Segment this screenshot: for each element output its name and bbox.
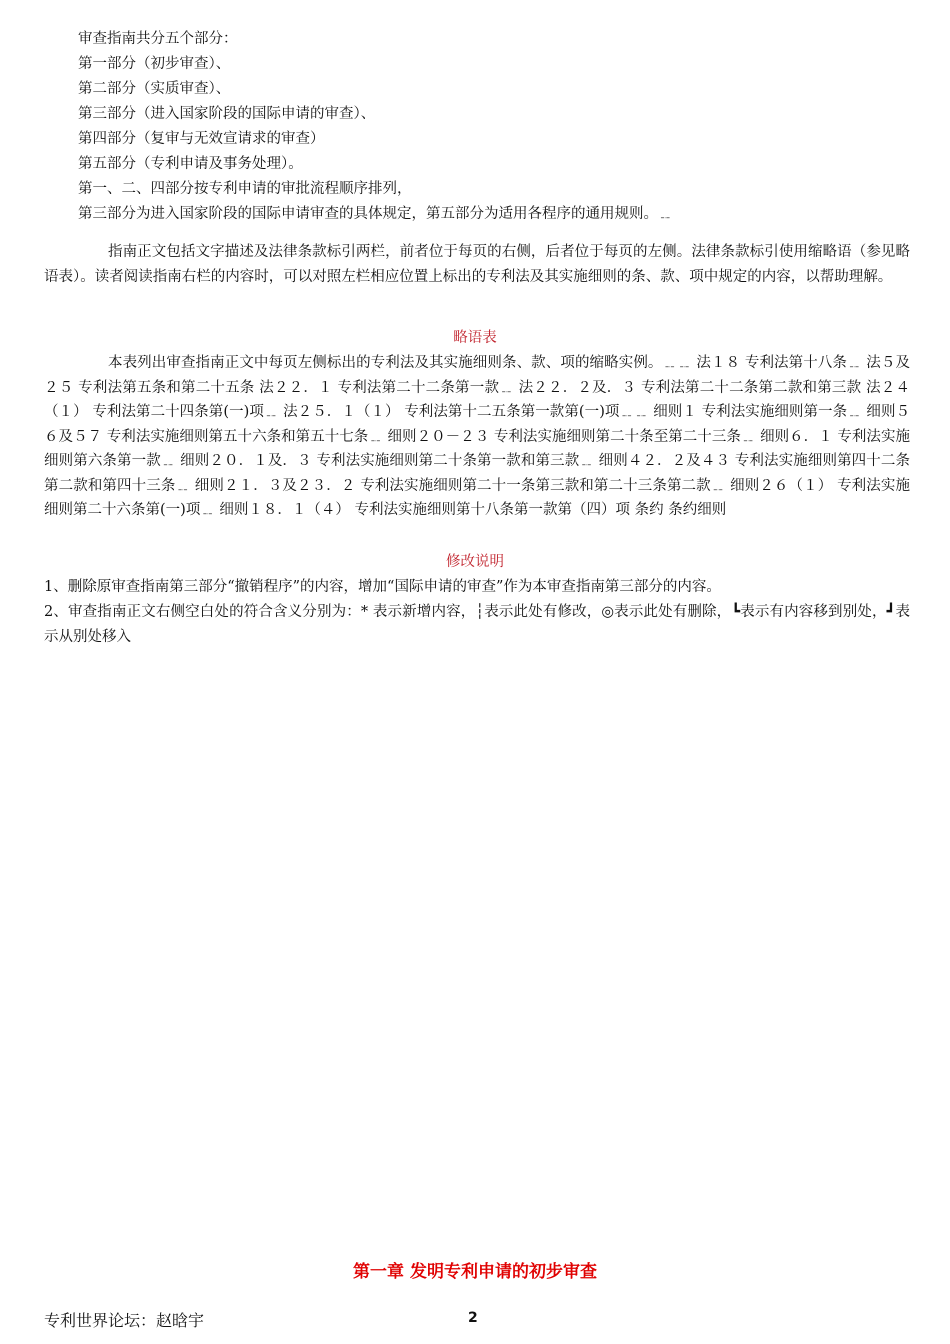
revision-item: 2、审查指南正文右侧空白处的符合含义分别为：* 表示新增内容，┆表示此处有修改，◎表示此处有删除，┗表示有内容移到别处，┛表示从别处移入 <box>44 604 910 645</box>
intro-line: 第五部分（专利申请及事务处理）。 <box>78 156 303 172</box>
intro-line: 审查指南共分五个部分： <box>78 31 238 47</box>
intro-line: 第三部分（进入国家阶段的国际申请的审查）、 <box>78 106 376 122</box>
intro-line: 第一、二、四部分按专利申请的审批流程顺序排列， <box>78 181 412 197</box>
intro-line: 第二部分（实质审查）、 <box>78 81 231 97</box>
guide-paragraph: 指南正文包括文字描述及法律条款标引两栏，前者位于每页的右侧，后者位于每页的左侧。法律条款标引使用缩略语（参见略语表）。读者阅读指南右栏的内容时，可以对照左栏相应位置上标出的专利法及其实施细则的条、款、项中规定的内容，以帮助理解。 <box>44 244 910 285</box>
intro-line: 第一部分（初步审查）、 <box>78 56 231 72</box>
footer-source: 专利世界论坛：赵晗宇 <box>44 1311 205 1330</box>
chapter-title: 第一章 发明专利申请的初步审查 <box>353 1262 597 1282</box>
page-number: 2 <box>468 1310 478 1326</box>
abbrev-text: 本表列出审查指南正文中每页左侧标出的专利法及其实施细则条、款、项的缩略实例。﹎﹎ 法１８ 专利法第十八条﹎ 法５及２５ 专利法第五条和第二十五条 法２２．１ 专利法第二十二条第一款﹎ 法２２．２及．３ 专利法第二十二条第二款和第三款 法２４（１） 专利法第二十四条第(一)项﹎ 法２５．１（１） 专利法第十二五条第一款第(一)项﹎﹎ 细则１ 专利法实施细则第一条﹎ 细则５６及５７ 专利法实施细则第五十六条和第五十七条﹎ 细则２０－２３ 专利法实施细则第二十条至第二十三条﹎ 细则６．１ 专利法实施细则第六条第一款﹎ 细则２０．１及．３ 专利法实施细则第二十条第一款和第三款﹎ 细则４２．２及４３ 专利法实施细则第四十二条第二款和第四十三条﹎ 细则２１．３及２３．２ 专利法实施细则第二十一条第三款和第二十三条第二款﹎ 细则２６（１） 专利法实施细则第二十六条第(一)项﹎ 细则１８．１（４） 专利法实施细则第十八条第一款第（四）项 条约 条约细则 <box>44 355 910 518</box>
revision-heading: 修改说明 <box>446 554 504 570</box>
abbrev-heading: 略语表 <box>453 330 497 346</box>
intro-line: 第四部分（复审与无效宣请求的审查） <box>78 131 325 147</box>
revision-item: 1、删除原审查指南第三部分“撤销程序”的内容，增加“国际申请的审查”作为本审查指南第三部分的内容。 <box>44 579 721 595</box>
intro-line: 第三部分为进入国家阶段的国际申请审查的具体规定，第五部分为适用各程序的通用规则。﹎ <box>78 206 673 222</box>
